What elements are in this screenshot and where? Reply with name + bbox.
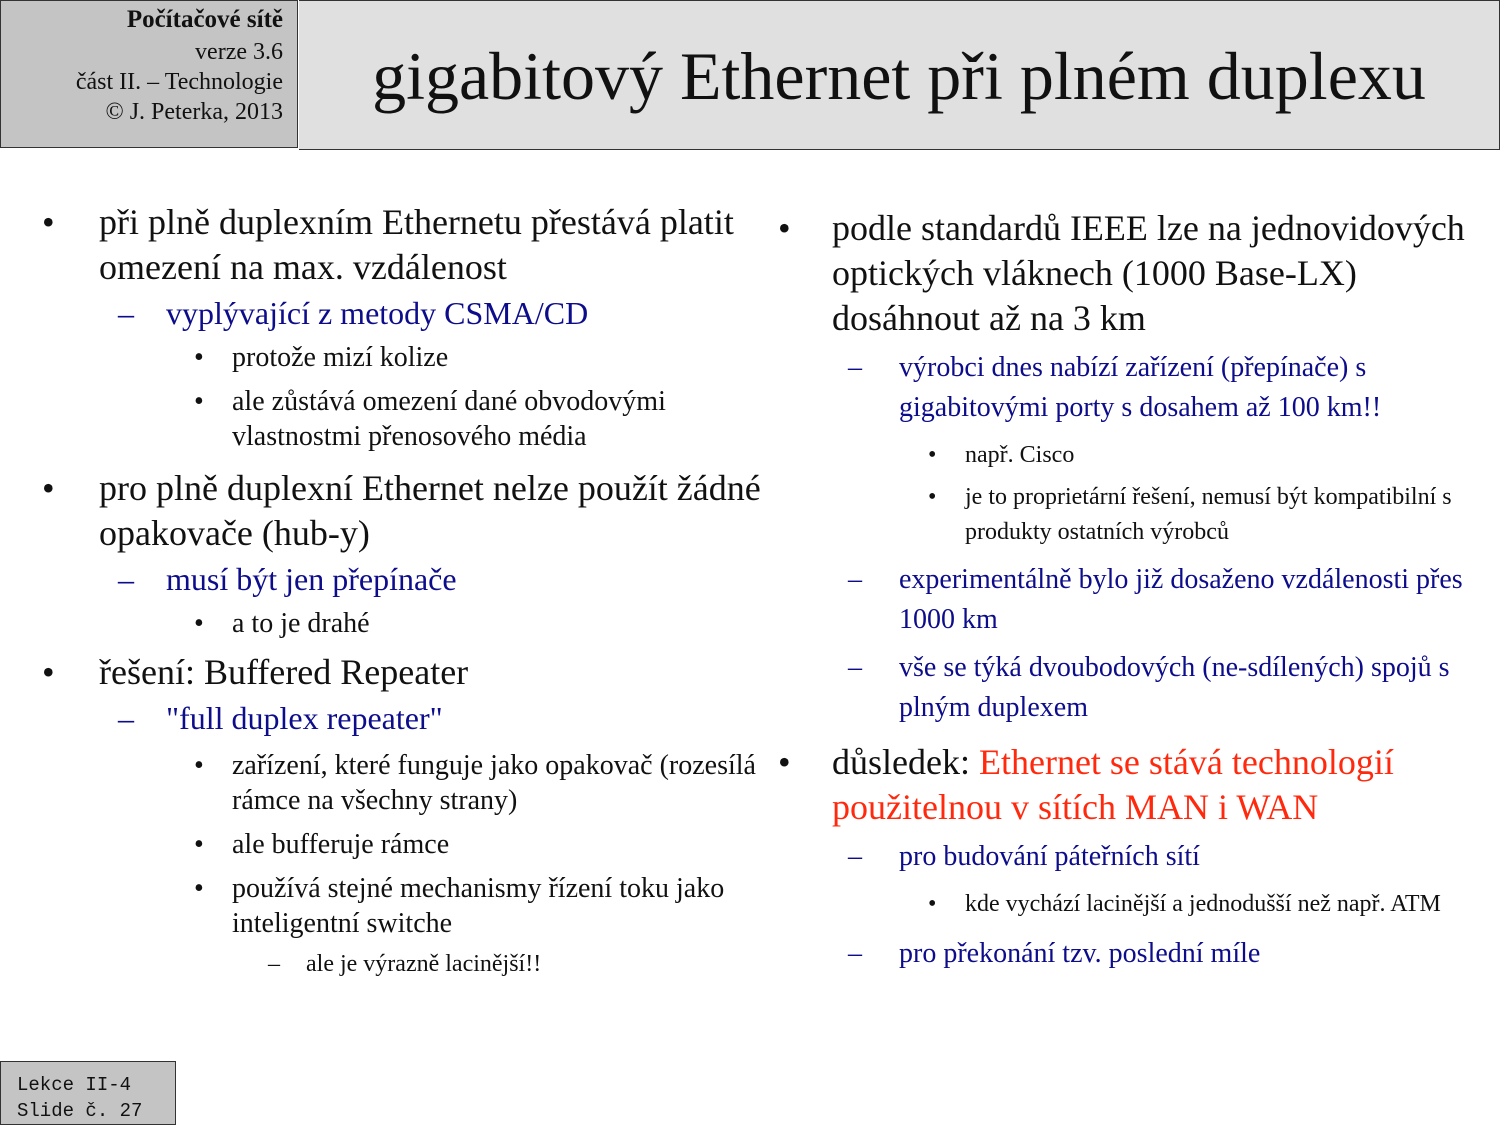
note-point bbox=[0, 948, 765, 980]
detail-text: ale bufferuje rámce bbox=[232, 829, 450, 860]
dash-marker: – bbox=[268, 951, 280, 977]
bullet-text: pro plně duplexní Ethernet nelze použít žádné opakovače (hub-y) bbox=[99, 468, 761, 553]
dash-marker: – bbox=[848, 938, 862, 969]
bullet-point bbox=[768, 740, 1500, 830]
sub-point bbox=[0, 293, 765, 333]
bullet-marker: • bbox=[42, 202, 55, 242]
dash-marker: – bbox=[848, 652, 862, 683]
copyright-label: © J. Peterka, 2013 bbox=[105, 99, 283, 125]
bullet-point bbox=[0, 466, 765, 556]
detail-text: např. Cisco bbox=[965, 442, 1075, 468]
dash-marker: – bbox=[848, 564, 862, 595]
bullet-text: řešení: Buffered Repeater bbox=[99, 652, 469, 692]
bullet-marker: • bbox=[194, 386, 204, 417]
bullet-marker: • bbox=[778, 742, 791, 782]
highlighted-text: Ethernet se stává technologií použitelnou v sítích MAN i WAN bbox=[832, 742, 1394, 827]
sub-point bbox=[768, 348, 1500, 428]
bullet-marker: • bbox=[928, 484, 937, 510]
bullet-point bbox=[0, 650, 765, 695]
detail-point bbox=[768, 887, 1500, 922]
dash-marker: – bbox=[848, 352, 862, 383]
sub-point-text: vyplývající z metody CSMA/CD bbox=[166, 295, 589, 331]
slide-label: Slide č. 27 bbox=[17, 1100, 143, 1122]
detail-text: a to je drahé bbox=[232, 608, 370, 639]
detail-text: protože mizí kolize bbox=[232, 342, 449, 373]
bullet-marker: • bbox=[194, 608, 204, 639]
slide-title-box bbox=[299, 0, 1500, 150]
bullet-text bbox=[832, 740, 1500, 830]
bullet-prefix: důsledek: bbox=[832, 742, 979, 782]
detail-point bbox=[0, 340, 765, 375]
dash-marker: – bbox=[848, 841, 862, 872]
detail-point bbox=[0, 827, 765, 862]
sub-point bbox=[768, 648, 1500, 728]
part-label: část II. – Technologie bbox=[75, 69, 283, 95]
sub-point bbox=[768, 934, 1500, 974]
bullet-marker: • bbox=[42, 652, 55, 692]
lecture-label: Lekce II-4 bbox=[17, 1074, 132, 1096]
sub-point-text: pro budování páteřních sítí bbox=[899, 841, 1200, 872]
bullet-marker: • bbox=[778, 208, 791, 248]
bullet-marker: • bbox=[42, 468, 55, 508]
bullet-text: při plně duplexním Ethernetu přestává platit omezení na max. vzdálenost bbox=[99, 202, 734, 287]
detail-point bbox=[0, 748, 765, 818]
detail-point bbox=[768, 480, 1500, 550]
bullet-marker: • bbox=[194, 829, 204, 860]
sub-point bbox=[0, 698, 765, 738]
detail-text: zařízení, které funguje jako opakovač (rozesílá rámce na všechny strany) bbox=[232, 750, 756, 816]
bullet-marker: • bbox=[194, 873, 204, 904]
note-text: ale je výrazně lacinější!! bbox=[306, 951, 542, 977]
sub-point-text: vše se týká dvoubodových (ne-sdílených) spojů s plným duplexem bbox=[899, 652, 1450, 723]
bullet-marker: • bbox=[194, 750, 204, 781]
bullet-point bbox=[0, 200, 765, 290]
detail-point bbox=[0, 384, 765, 454]
sub-point bbox=[0, 559, 765, 599]
dash-marker: – bbox=[118, 295, 134, 331]
detail-text: je to proprietární řešení, nemusí být kompatibilní s produkty ostatních výrobců bbox=[965, 484, 1452, 545]
sub-point-text: musí být jen přepínače bbox=[166, 561, 457, 597]
sub-point bbox=[768, 560, 1500, 640]
sub-point-text: "full duplex repeater" bbox=[166, 700, 443, 736]
course-name: Počítačové sítě bbox=[126, 6, 283, 33]
detail-text: kde vychází lacinější a jednodušší než např. ATM bbox=[965, 891, 1441, 917]
sub-point-text: pro překonání tzv. poslední míle bbox=[899, 938, 1261, 969]
dash-marker: – bbox=[118, 700, 134, 736]
slide-title: gigabitový Ethernet při plném duplexu bbox=[372, 38, 1426, 114]
dash-marker: – bbox=[118, 561, 134, 597]
bullet-point bbox=[768, 206, 1500, 341]
bullet-text: podle standardů IEEE lze na jednovidových optických vláknech (1000 Base-LX) dosáhnout až na 3 km bbox=[832, 208, 1465, 338]
slide-number-box bbox=[0, 1061, 176, 1125]
detail-point bbox=[0, 606, 765, 641]
sub-point-text: experimentálně bylo již dosaženo vzdálenosti přes 1000 km bbox=[899, 564, 1463, 635]
version-label: verze 3.6 bbox=[195, 39, 283, 65]
sub-point-text: výrobci dnes nabízí zařízení (přepínače) s gigabitovými porty s dosahem až 100 km!! bbox=[899, 352, 1382, 423]
detail-point bbox=[768, 438, 1500, 473]
sub-point bbox=[768, 837, 1500, 877]
bullet-marker: • bbox=[928, 442, 937, 468]
bullet-marker: • bbox=[928, 891, 937, 917]
right-column bbox=[768, 206, 1500, 974]
detail-point bbox=[0, 871, 765, 941]
detail-text: ale zůstává omezení dané obvodovými vlastnostmi přenosového média bbox=[232, 386, 666, 452]
course-info-box bbox=[0, 0, 298, 148]
detail-text: používá stejné mechanismy řízení toku jako inteligentní switche bbox=[232, 873, 725, 939]
bullet-marker: • bbox=[194, 342, 204, 373]
left-column bbox=[0, 200, 765, 980]
